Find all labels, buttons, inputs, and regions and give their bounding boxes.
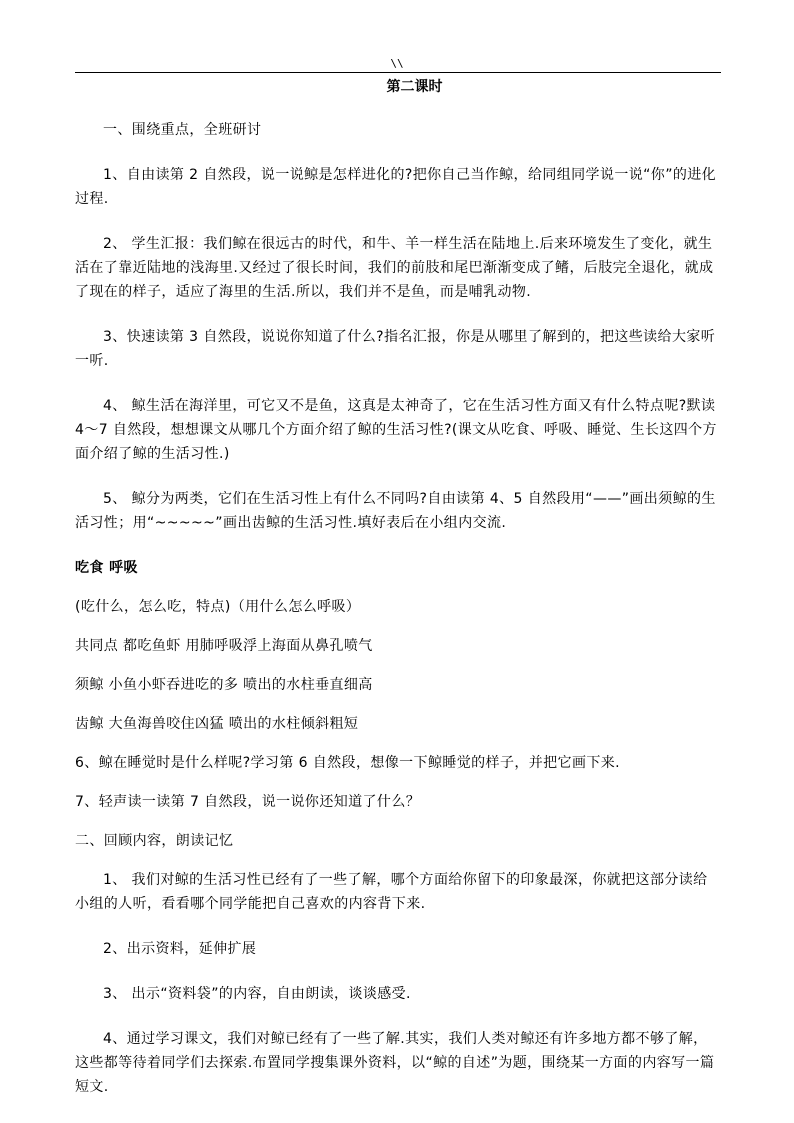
table-row-toothed: 齿鲸 大鱼海兽咬住凶猛 喷出的水柱倾斜粗短 (75, 716, 359, 732)
paragraph-9: 2、出示资料，延伸扩展 (103, 941, 257, 957)
paragraph-8: 1、 我们对鲸的生活习性已经有了一些了解，哪个方面给你留下的印象最深，你就把这部分读给小组的人听，看看哪个同学能把自己喜欢的内容背下来. (75, 872, 708, 912)
table-row-common: 共同点 都吃鱼虾 用肺呼吸浮上海面从鼻孔喷气 (75, 638, 373, 654)
header-mark: \\ (390, 57, 404, 70)
table-heading: 吃食 呼吸 (75, 560, 138, 576)
section-heading-2: 二、回顾内容，朗读记忆 (75, 833, 234, 849)
table-row-baleen: 须鲸 小鱼小虾吞进吃的多 喷出的水柱垂直细高 (75, 677, 373, 693)
paragraph-11: 4、通过学习课文，我们对鲸已经有了一些了解.其实，我们人类对鲸还有许多地方都不够了解，这些都等待着同学们去探索.布置同学搜集课外资料，以“鲸的自述”为题，围绕某一方面的内容写一篇短文. (75, 1031, 715, 1095)
paragraph-6: 6、鲸在睡觉时是什么样呢?学习第 6 自然段，想像一下鲸睡觉的样子，并把它画下来. (75, 755, 620, 771)
paragraph-10: 3、 出示“资料袋”的内容，自由朗读，谈谈感受. (103, 986, 411, 1002)
paragraph-7: 7、轻声读一读第 7 自然段，说一说你还知道了什么？ (75, 794, 421, 810)
page-title: 第二课时 (386, 79, 443, 95)
paragraph-3: 3、快速读第 3 自然段，说说你知道了什么?指名汇报，你是从哪里了解到的，把这些读给大家听一听. (75, 329, 716, 369)
paragraph-4: 4、 鲸生活在海洋里，可它又不是鱼，这真是太神奇了，它在生活习性方面又有什么特点呢?默读 4～7 自然段，想想课文从哪几个方面介绍了鲸的生活习性?(课文从吃食、呼吸、睡觉、生长这四个方面介绍了鲸的生活习性.) (75, 398, 717, 462)
paragraph-2: 2、 学生汇报：我们鲸在很远古的时代，和牛、羊一样生活在陆地上.后来环境发生了变化，就生活在了靠近陆地的浅海里.又经过了很长时间，我们的前肢和尾巴渐渐变成了鳍，后肢完全退化，就成了现在的样子，适应了海里的生活.所以，我们并不是鱼，而是哺乳动物. (75, 236, 714, 300)
paragraph-5: 5、 鲸分为两类，它们在生活习性上有什么不同吗?自由读第 4、5 自然段用“——”画出须鲸的生活习性；用“~~~~~”画出齿鲸的生活习性.填好表后在小组内交流. (75, 491, 716, 531)
document-body (75, 118, 721, 1120)
paragraph-1: 1、自由读第 2 自然段，说一说鲸是怎样进化的?把你自己当作鲸，给同组同学说一说“你”的进化过程. (75, 167, 717, 207)
header-rule (75, 72, 721, 73)
section-heading-1: 一、围绕重点，全班研讨 (103, 122, 262, 138)
table-subheading: (吃什么，怎么吃，特点)（用什么怎么呼吸） (75, 599, 361, 615)
